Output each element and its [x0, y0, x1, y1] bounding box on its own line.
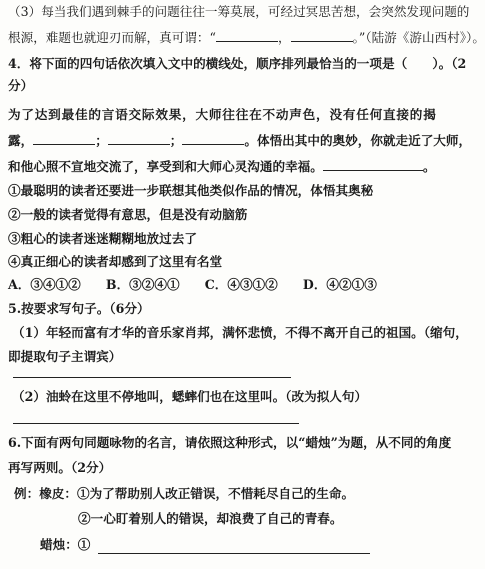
q4-blank-1[interactable]: [33, 132, 95, 145]
q5-title: 5.按要求写句子。（6分）: [8, 301, 150, 316]
q6-example-label: 例：橡皮：: [14, 486, 77, 501]
q3-line-1: （3）每当我们遇到棘手的问题往往一筹莫展，可经过冥思苦想，会突然发现问题的: [8, 4, 470, 19]
q4-choices: A．③④①② B．③②④① C．④③①② D．④②①③: [8, 277, 377, 292]
q4-option-2: ②一般的读者觉得有意思，但是没有动脑筋: [8, 207, 248, 222]
q4-stem-2: 分）: [8, 78, 34, 93]
q6-stem-1: 6.下面有两句同题咏物的名言，请依照这种形式，以“蜡烛”为题，从不同的角度: [8, 435, 452, 450]
q3-comma: ，: [277, 30, 291, 45]
q4-option-4: ④真正细心的读者却感到了这里有名堂: [8, 254, 223, 269]
q5-answer-line-1[interactable]: [13, 377, 291, 378]
q3-line-2-pre: 根源，难题也就迎刃而解，真可谓：“: [8, 30, 216, 45]
q3-line-2-post: 。”（陆游《游山西村》）。: [352, 30, 485, 45]
q4-stem-1: 4．将下面的四句话依次填入文中的横线处，顺序排列最恰当的一项是（ ）。（2: [8, 56, 467, 71]
q5-answer-line-2[interactable]: [13, 423, 299, 424]
q6-answer-line[interactable]: [98, 553, 370, 554]
q3-blank-2[interactable]: [291, 29, 353, 42]
q6-example-1: [14, 486, 354, 502]
q6-example-1-text: ①为了帮助别人改正错误，不惜耗尽自己的生命。: [76, 486, 355, 501]
q4-para2-post: 。体悟出其中的奥妙，你就走近了大师，: [244, 133, 472, 148]
q3-line-2: [8, 29, 485, 46]
q4-para3-post: 。: [422, 159, 436, 174]
q3-blank-1[interactable]: [216, 29, 278, 42]
q4-sep-1: ；: [95, 133, 108, 148]
q4-para2-pre: 露，: [8, 133, 34, 148]
q4-paragraph-2: [8, 132, 471, 149]
q4-blank-2[interactable]: [108, 132, 170, 145]
q6-answer-label: 蜡烛：①: [40, 537, 91, 552]
q5-sub1-line-2: 即提取句子主谓宾）: [8, 349, 122, 364]
q5-sub2: （2）油蛉在这里不停地叫，蟋蟀们也在这里叫。（改为拟人句）: [12, 389, 368, 404]
q6-stem-2: 再写两则。（2分）: [8, 460, 112, 475]
q4-sep-2: ；: [169, 133, 183, 148]
q4-para3-pre: 和他心照不宣地交流了，享受到和大师心灵沟通的幸福。: [8, 159, 323, 174]
q4-blank-3[interactable]: [182, 132, 244, 145]
q6-example-2: ②一心盯着别人的错误，却浪费了自己的青春。: [78, 511, 343, 526]
q4-option-3: ③粗心的读者迷迷糊糊地放过去了: [8, 231, 197, 246]
q4-blank-4[interactable]: [323, 158, 423, 171]
q4-paragraph-1: 为了达到最佳的言语交际效果，大师往往在不动声色，没有任何直接的揭: [8, 107, 437, 122]
q4-paragraph-3: [8, 158, 435, 175]
q5-sub1-line-1: （1）年轻而富有才华的音乐家肖邦，满怀悲愤，不得不离开自己的祖国。（缩句，: [12, 325, 468, 340]
q4-option-1: ①最聪明的读者还要进一步联想其他类似作品的情况，体悟其奥秘: [8, 183, 374, 198]
